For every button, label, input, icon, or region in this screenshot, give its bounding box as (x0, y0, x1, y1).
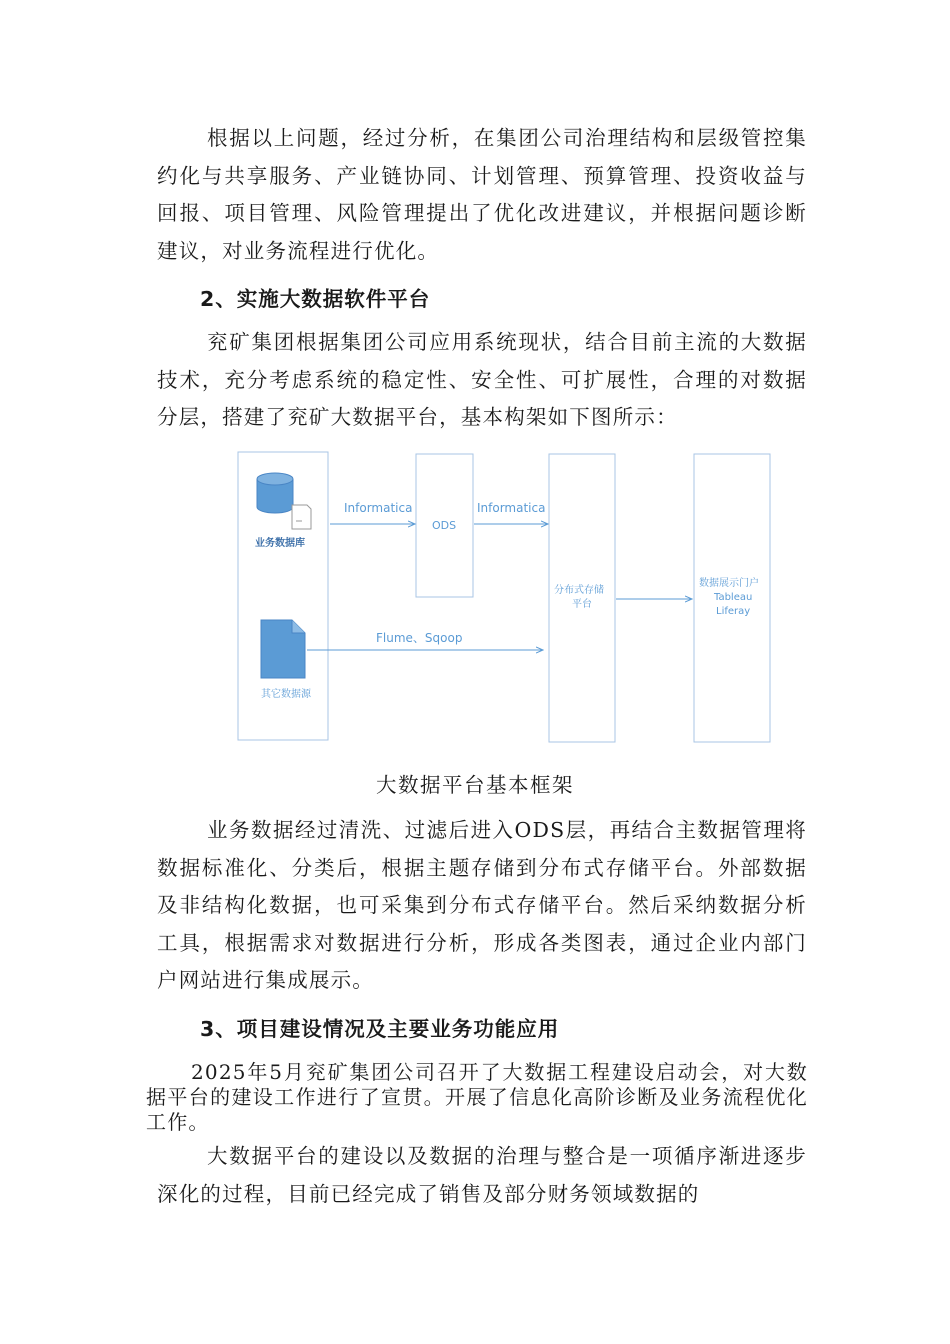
file-icon (261, 620, 305, 678)
storage-label-1: 分布式存储 (554, 585, 604, 596)
storage-label-2: 平台 (572, 599, 592, 610)
arrow3-label: Flume、Sqoop (376, 631, 463, 645)
progress-paragraph: 大数据平台的建设以及数据的治理与整合是一项循序渐进逐步深化的过程，目前已经完成了销售及部分财务领域数据的 (157, 1144, 807, 1206)
portal-label-2: Tableau (714, 592, 753, 603)
document-icon (292, 505, 311, 529)
source-db-label: 业务数据库 (255, 538, 305, 549)
ods-label: ODS (432, 519, 457, 532)
database-icon (257, 473, 293, 513)
kickoff-paragraph: 2025年5月兖矿集团公司召开了大数据工程建设启动会，对大数据平台的建设工作进行了宣贯。开展了信息化高阶诊断及业务流程优化工作。 (146, 1060, 808, 1134)
platform-paragraph: 兖矿集团根据集团公司应用系统现状，结合目前主流的大数据技术，充分考虑系统的稳定性、安全性、可扩展性，合理的对数据分层，搭建了兖矿大数据平台，基本构架如下图所示： (157, 330, 807, 429)
arrow1-label: Informatica (344, 501, 413, 515)
dataflow-paragraph: 业务数据经过清洗、过滤后进入ODS层，再结合主数据管理将数据标准化、分类后，根据主题存储到分布式存储平台。外部数据及非结构化数据，也可采集到分布式存储平台。然后采纳数据分析工具，根据需求对数据进行分析，形成各类图表，通过企业内部门户网站进行集成展示。 (157, 818, 807, 992)
section-heading-2: 2、实施大数据软件平台 (200, 287, 431, 311)
storage-box (549, 454, 615, 742)
figure-caption: 大数据平台基本框架 (376, 773, 574, 797)
portal-label-3: Liferay (716, 606, 751, 617)
other-source-label: 其它数据源 (261, 689, 311, 700)
intro-paragraph: 根据以上问题，经过分析，在集团公司治理结构和层级管控集约化与共享服务、产业链协同、计划管理、预算管理、投资收益与回报、项目管理、风险管理提出了优化改进建议，并根据问题诊断建议，对业务流程进行优化。 (157, 126, 807, 263)
portal-label-1: 数据展示门户 (699, 578, 759, 589)
arrow2-label: Informatica (477, 501, 546, 515)
section-heading-3: 3、项目建设情况及主要业务功能应用 (200, 1017, 560, 1041)
architecture-diagram (230, 445, 790, 750)
